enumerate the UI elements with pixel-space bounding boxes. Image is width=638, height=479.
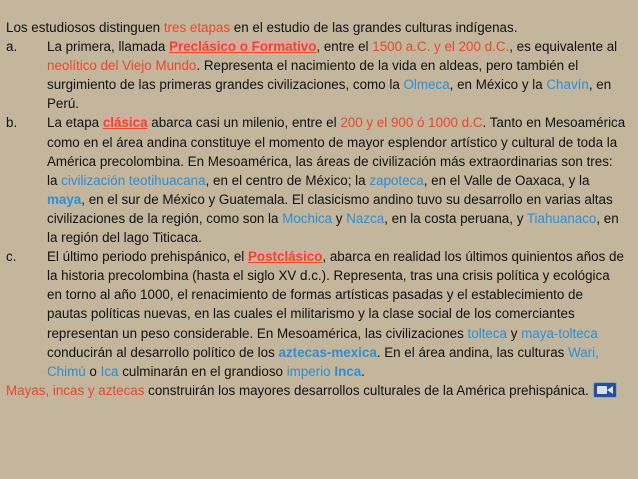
inca-term: Inca <box>334 363 362 379</box>
teotihuacana-term: civilización teotihuacana <box>61 172 206 188</box>
text: La etapa <box>47 115 103 131</box>
text: , en el Valle de Oaxaca, y la <box>423 172 590 188</box>
text: , es equivalente al <box>509 39 618 55</box>
olmeca-term: Olmeca <box>403 77 450 93</box>
text: , abarca en realidad los últimos quinientos años de la historia precolombina (hasta el siglo XV d.c.). Representa, tras una crisis política y ecológica en torno al año 1000, el renacimiento de formas artísticas pasadas y el establecimiento de pautas políticas nuevas, en las cuales el militarismo y la clase social de los comerciantes representan un peso considerable. En Mesoamérica, las civilizaciones <box>47 249 624 341</box>
list-marker-c: c. <box>6 249 17 265</box>
closing-paragraph <box>6 381 626 400</box>
wari-chimu-term: Wari, Chimú <box>47 344 599 379</box>
text: , en México y la <box>449 77 547 93</box>
stages-highlight: tres etapas <box>163 20 231 35</box>
text: abarca casi un milenio, entre el <box>147 115 341 131</box>
text: culminarán en el grandioso <box>118 363 287 379</box>
mayas-incas-aztecas-term: Mayas, incas y aztecas <box>6 382 145 398</box>
date-range-preclasico: 1500 a.C. y el 200 d.C. <box>372 39 510 55</box>
list-item-b <box>6 113 626 247</box>
ica-term: Ica <box>100 363 119 379</box>
aztecas-mexica-term: aztecas-mexica <box>278 344 377 360</box>
intro-text-end: en el estudio de las grandes culturas indígenas. <box>230 20 518 35</box>
movie-camera-glyph <box>597 385 613 395</box>
preclasico-term: Preclásico o Formativo <box>169 39 317 55</box>
text: La primera, llamada <box>47 39 170 55</box>
neolitico-term: neolítico del Viejo Mundo <box>47 58 197 74</box>
nazca-term: Nazca <box>346 210 385 226</box>
list-item-c <box>6 247 626 381</box>
text: , en Perú. <box>47 77 612 112</box>
text-body <box>6 18 626 400</box>
text: , en el sur de México y Guatemala. El clasicismo andino tuvo su desarrollo en varias altas civilizaciones de la región, como son la <box>47 191 613 226</box>
maya-term: maya <box>47 191 82 207</box>
movie-camera-icon[interactable] <box>593 382 617 398</box>
list-marker-a: a. <box>6 39 18 55</box>
text: y <box>507 325 522 341</box>
text: El último periodo prehispánico, el <box>47 249 248 265</box>
text: y <box>332 210 347 226</box>
text: . <box>361 363 365 379</box>
clasica-term: clásica <box>102 115 148 131</box>
text: construirán los mayores desarrollos culturales de la América prehispánica. <box>144 382 589 398</box>
zapoteca-term: zapoteca <box>369 172 424 188</box>
chavin-term: Chavín <box>546 77 589 93</box>
text: conducirán al desarrollo político de los <box>47 344 279 360</box>
text: o <box>85 363 101 379</box>
text: , entre el <box>316 39 373 55</box>
intro-text: Los estudiosos distinguen <box>6 20 164 35</box>
text: . En el área andina, las culturas <box>376 344 569 360</box>
text: . Representa el nacimiento de la vida en aldeas, pero también el surgimiento de las primeras grandes civilizaciones, como la <box>47 58 579 93</box>
list-item-a <box>6 37 626 113</box>
list-marker-b: b. <box>6 115 18 131</box>
mochica-term: Mochica <box>282 210 333 226</box>
postclasico-term: Postclásico <box>247 249 323 265</box>
text: . Tanto en Mesoamérica como en el área andina constituye el momento de mayor esplendor artístico y cultural de toda la América precolombina. En Mesoamérica, las áreas de civilización más extraordinarias son tres: la <box>47 115 626 188</box>
text: , en la región del lago Titicaca. <box>47 210 619 246</box>
text: , en el centro de México; la <box>205 172 370 188</box>
text: , en la costa peruana, y <box>384 210 527 226</box>
date-range-clasica: 200 y el 900 ó 1000 d.C <box>340 115 483 131</box>
imperio-term: imperio <box>286 363 331 379</box>
intro-paragraph <box>6 18 626 37</box>
maya-tolteca-term: maya-tolteca <box>521 325 598 341</box>
tiahuanaco-term: Tiahuanaco <box>526 210 597 226</box>
tolteca-term: tolteca <box>467 325 507 341</box>
